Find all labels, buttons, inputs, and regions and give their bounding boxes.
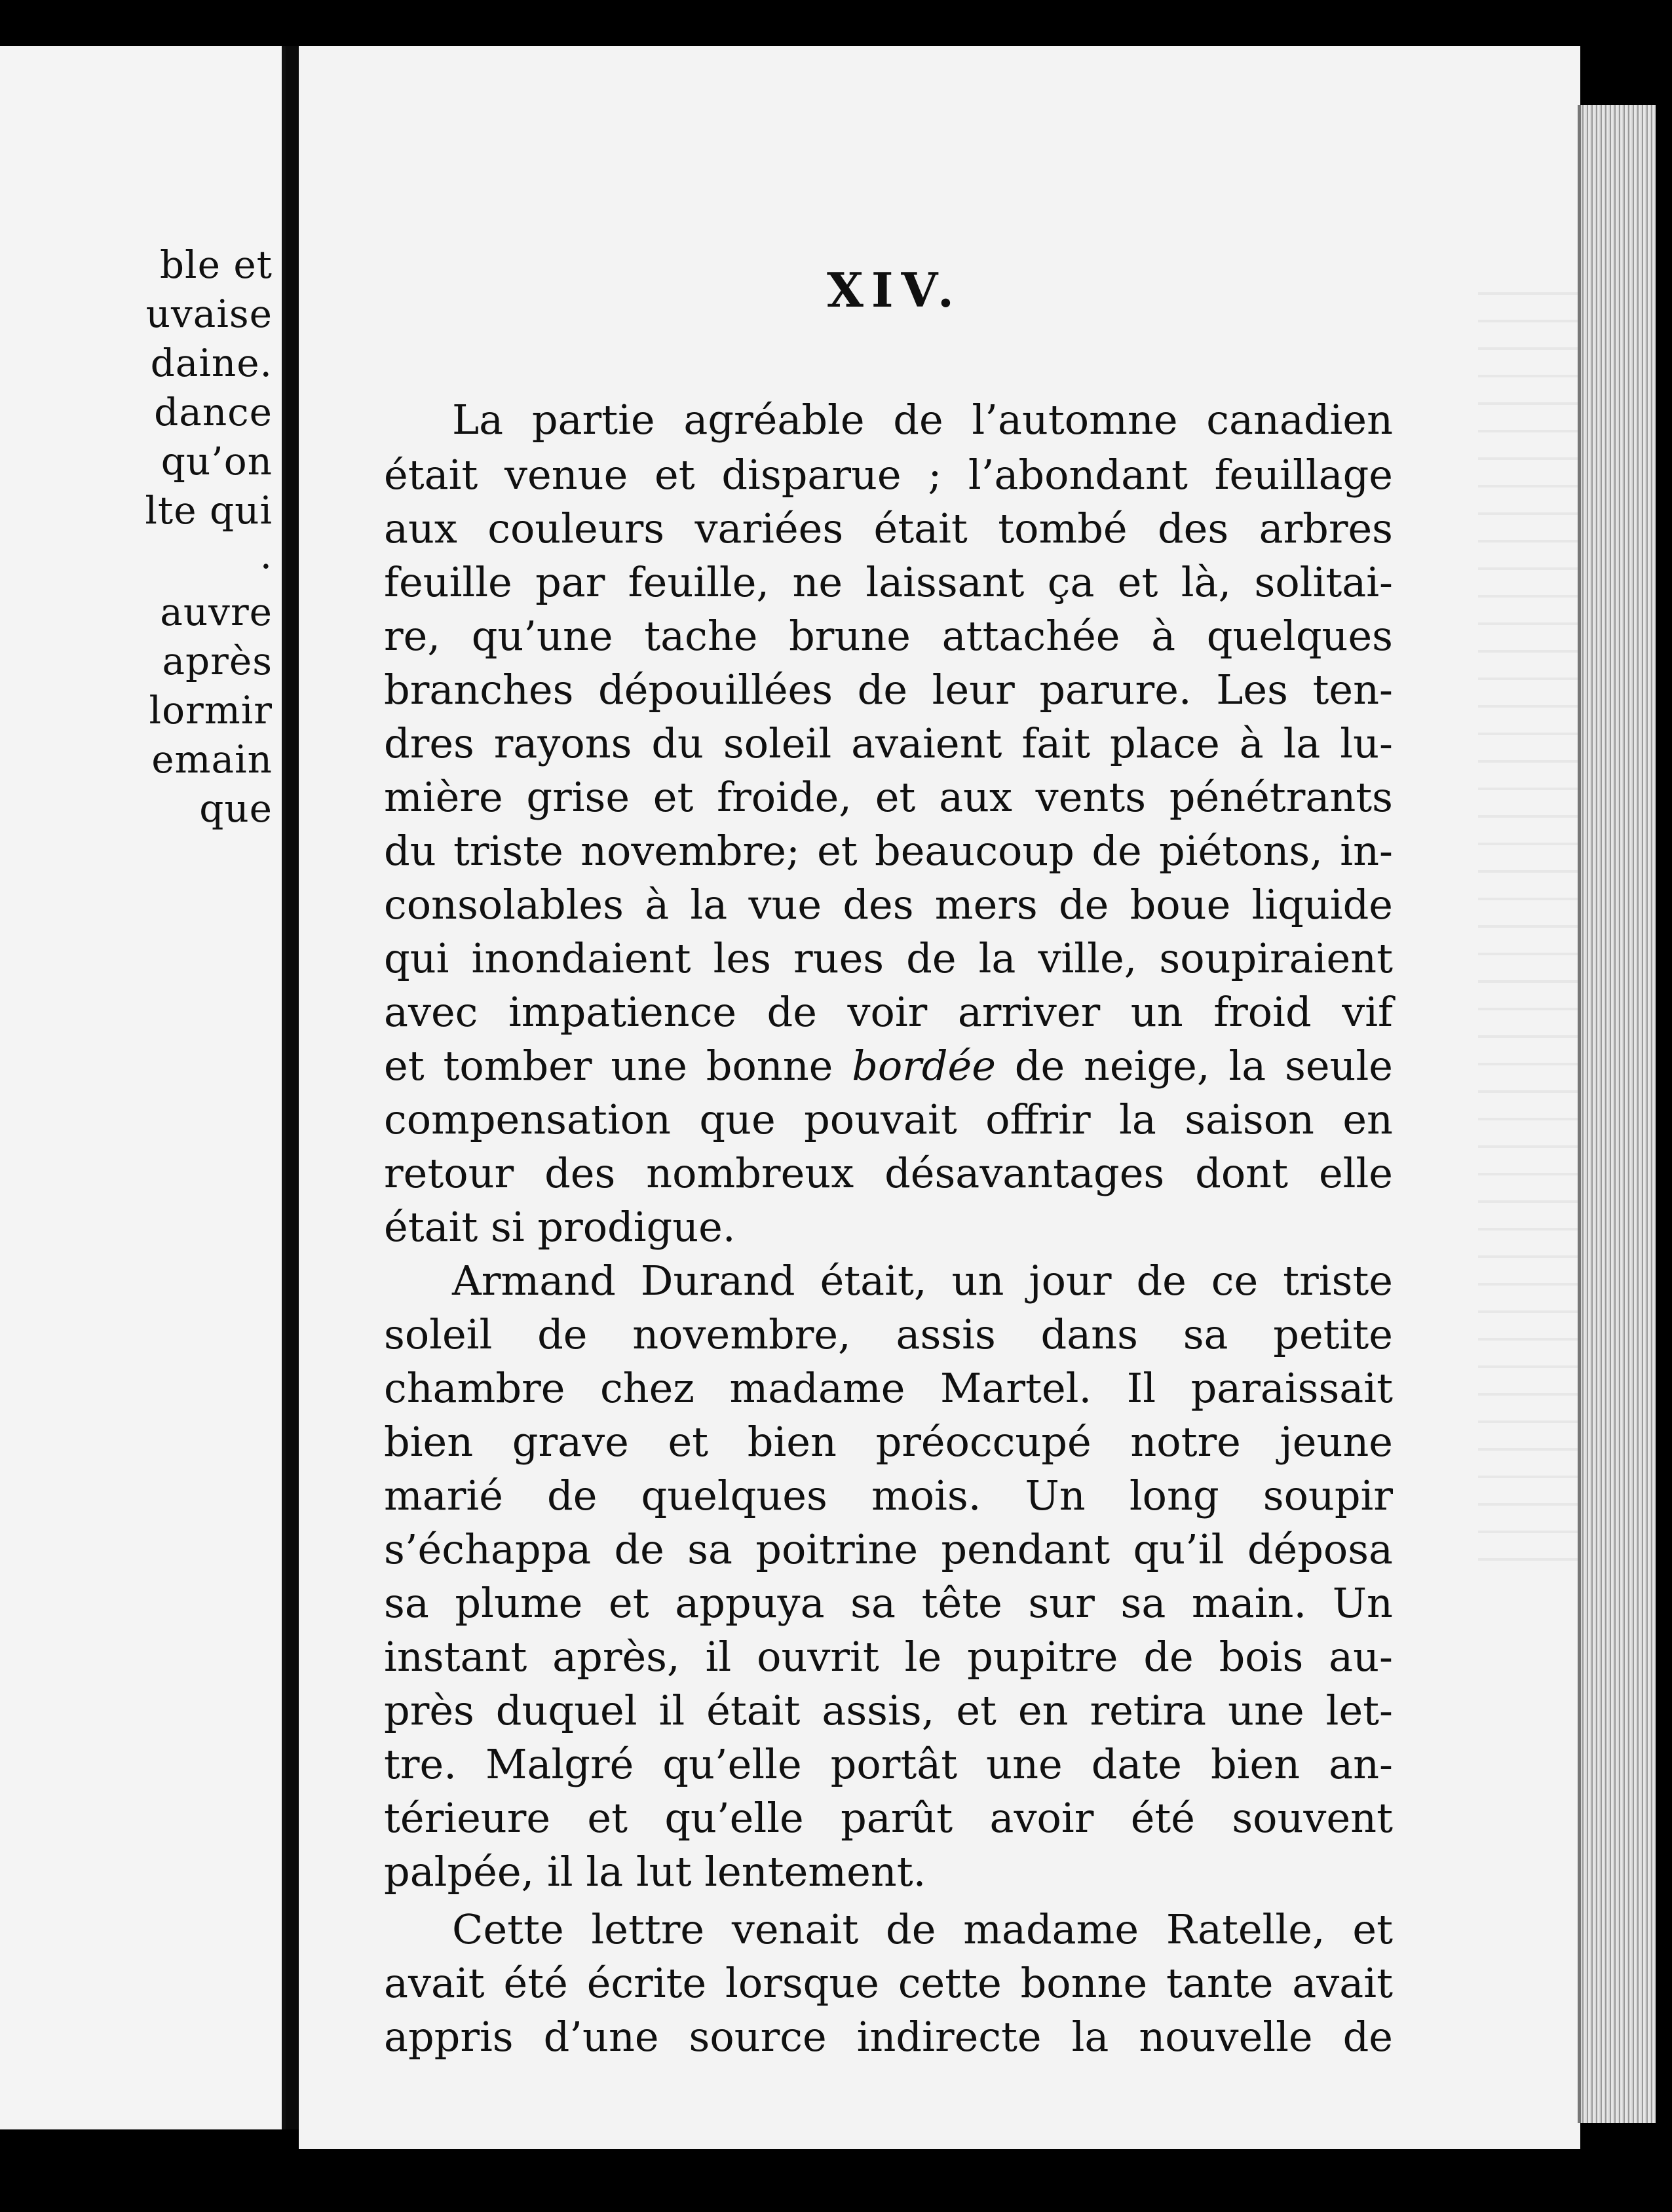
body-text-line: feuille par feuille, ne laissant ça et là, solitai- — [384, 558, 1393, 606]
body-text-line: branches dépouillées de leur parure. Les ten- — [384, 666, 1393, 714]
body-text-line: bien grave et bien préoccupé notre jeune — [384, 1418, 1393, 1466]
left-text-line: lormir — [149, 688, 273, 733]
left-text-line: que — [199, 786, 273, 831]
left-text-line: . — [259, 533, 273, 577]
left-page — [0, 46, 294, 2129]
body-text-line: du triste novembre; et beaucoup de piétons, in- — [384, 827, 1393, 875]
show-through-texture — [1478, 275, 1580, 1586]
body-text-line: re, qu’une tache brune attachée à quelques — [384, 612, 1393, 660]
body-text-line: soleil de novembre, assis dans sa petite — [384, 1310, 1393, 1358]
body-text-line: était venue et disparue ; l’abondant feuillage — [384, 451, 1393, 499]
body-text-line: La partie agréable de l’automne canadien — [452, 396, 1393, 444]
body-text-line: consolables à la vue des mers de boue liquide — [384, 881, 1393, 928]
italic-word: bordée — [852, 1042, 996, 1090]
left-text-line: lte qui — [145, 488, 273, 533]
left-text-line: qu’on — [161, 439, 273, 484]
body-text-line: mière grise et froide, et aux vents pénétrants — [384, 773, 1393, 821]
left-text-line: ble et — [159, 242, 273, 287]
body-text-line: aux couleurs variées était tombé des arbres — [384, 505, 1393, 552]
page-edges — [1578, 105, 1656, 2123]
body-text-line: chambre chez madame Martel. Il paraissait — [384, 1364, 1393, 1412]
body-text-line: Cette lettre venait de madame Ratelle, et — [452, 1905, 1393, 1953]
body-text-line: sa plume et appuya sa tête sur sa main. Un — [384, 1579, 1393, 1627]
body-text-line: dres rayons du soleil avaient fait place à la lu- — [384, 719, 1393, 767]
body-text-line-with-italic — [384, 1042, 1393, 1090]
body-text-line: térieure et qu’elle parût avoir été souvent — [384, 1794, 1393, 1842]
left-text-line: emain — [151, 737, 273, 782]
left-text-line: après — [162, 639, 273, 683]
left-text-line: auvre — [160, 590, 273, 634]
body-text-line: appris d’une source indirecte la nouvelle de — [384, 2013, 1393, 2061]
book-gutter — [286, 46, 300, 2129]
chapter-heading: XIV. — [827, 262, 962, 318]
left-text-line: dance — [154, 390, 273, 434]
text-run: et tomber une bonne — [384, 1042, 852, 1090]
body-text-line: s’échappa de sa poitrine pendant qu’il déposa — [384, 1525, 1393, 1573]
body-text-line: tre. Malgré qu’elle portât une date bien an- — [384, 1740, 1393, 1788]
text-run: de neige, la seule — [995, 1042, 1393, 1090]
body-text-line: palpée, il la lut lentement. — [384, 1848, 926, 1896]
body-text-line: qui inondaient les rues de la ville, soupiraient — [384, 934, 1393, 982]
body-text-line: compensation que pouvait offrir la saison en — [384, 1096, 1393, 1143]
body-text-line: était si prodigue. — [384, 1203, 736, 1251]
body-text-line: avec impatience de voir arriver un froid vif — [384, 988, 1393, 1036]
left-text-line: daine. — [150, 341, 273, 385]
body-text-line: instant après, il ouvrit le pupitre de bois au- — [384, 1633, 1393, 1681]
body-text-line: retour des nombreux désavantages dont elle — [384, 1149, 1393, 1197]
body-text-line: Armand Durand était, un jour de ce triste — [452, 1257, 1393, 1305]
body-text-line: près duquel il était assis, et en retira une let- — [384, 1687, 1393, 1734]
left-text-line: uvaise — [145, 292, 273, 336]
body-text-line: marié de quelques mois. Un long soupir — [384, 1472, 1393, 1519]
body-text-line: avait été écrite lorsque cette bonne tante avait — [384, 1959, 1393, 2007]
